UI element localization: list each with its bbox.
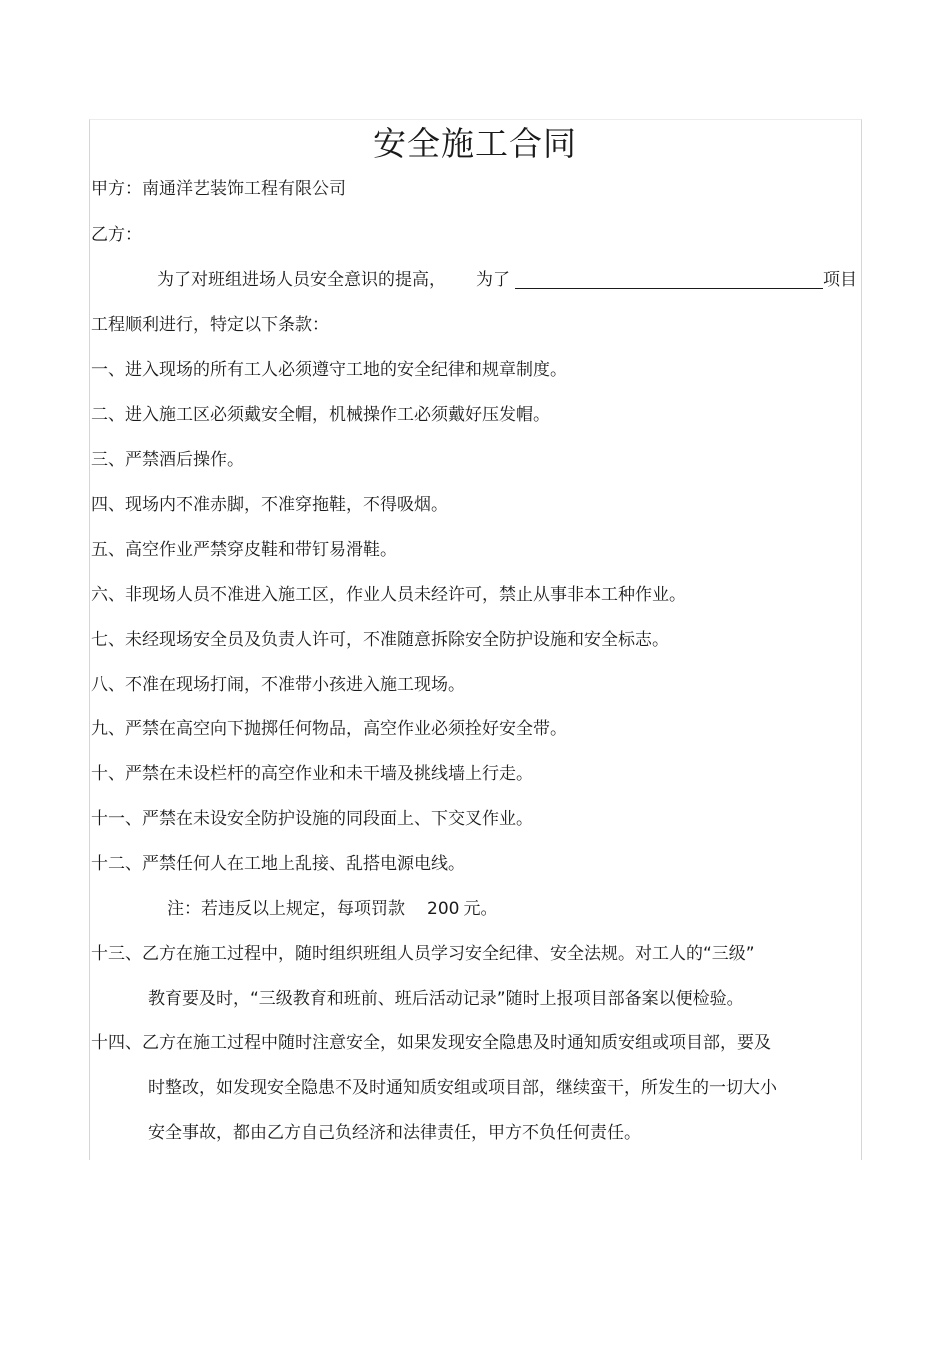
clause-14-line-1: 十四、乙方在施工过程中随时注意安全，如果发现安全隐患及时通知质安组或项目部，要及 [91, 1033, 771, 1053]
penalty-amount: 200 [427, 899, 460, 919]
clause-item: 十二、严禁任何人在工地上乱接、乱搭电源电线。 [91, 854, 465, 874]
clause-13-line-2: 教育要及时，“三级教育和班前、班后活动记录”随时上报项目部备案以便检验。 [148, 989, 744, 1009]
clause-item: 五、高空作业严禁穿皮鞋和带钉易滑鞋。 [91, 540, 397, 560]
document-title: 安全施工合同 [373, 124, 577, 163]
party-b-line: 乙方： [91, 225, 142, 245]
penalty-note [167, 897, 497, 921]
intro-text: 为了对班组进场人员安全意识的提高， [157, 270, 446, 290]
party-a-line: 甲方：南通洋艺装饰工程有限公司 [91, 179, 346, 199]
penalty-unit: 元。 [463, 899, 498, 919]
clause-13-line-1: 十三、乙方在施工过程中，随时组织班组人员学习安全纪律、安全法规。对工人的“三级” [91, 944, 755, 964]
clause-item: 十一、严禁在未设安全防护设施的同段面上、下交叉作业。 [91, 809, 533, 829]
clause-item: 十、严禁在未设栏杆的高空作业和未干墙及挑线墙上行走。 [91, 764, 533, 784]
clause-item: 六、非现场人员不准进入施工区，作业人员未经许可，禁止从事非本工种作业。 [91, 585, 686, 605]
clause-14-line-3: 安全事故，都由乙方自己负经济和法律责任，甲方不负任何责任。 [148, 1123, 641, 1143]
intro-line [157, 268, 510, 292]
project-name-blank [515, 270, 823, 289]
intro-mid-text: 为了 [476, 270, 510, 290]
clause-item: 七、未经现场安全员及负责人许可，不准随意拆除安全防护设施和安全标志。 [91, 630, 669, 650]
clause-item: 二、进入施工区必须戴安全帽，机械操作工必须戴好压发帽。 [91, 405, 550, 425]
clause-item: 九、严禁在高空向下抛掷任何物品，高空作业必须拴好安全带。 [91, 719, 567, 739]
clause-item: 三、严禁酒后操作。 [91, 450, 244, 470]
clause-item: 一、进入现场的所有工人必须遵守工地的安全纪律和规章制度。 [91, 360, 567, 380]
intro-continued: 工程顺利进行，特定以下条款： [91, 315, 329, 335]
intro-suffix: 项目 [823, 270, 857, 290]
clause-14-line-2: 时整改，如发现安全隐患不及时通知质安组或项目部，继续蛮干，所发生的一切大小 [148, 1078, 777, 1098]
clause-item: 八、不准在现场打闹，不准带小孩进入施工现场。 [91, 675, 465, 695]
penalty-note-text: 注：若违反以上规定，每项罚款 [167, 899, 405, 919]
clause-item: 四、现场内不准赤脚，不准穿拖鞋，不得吸烟。 [91, 495, 448, 515]
